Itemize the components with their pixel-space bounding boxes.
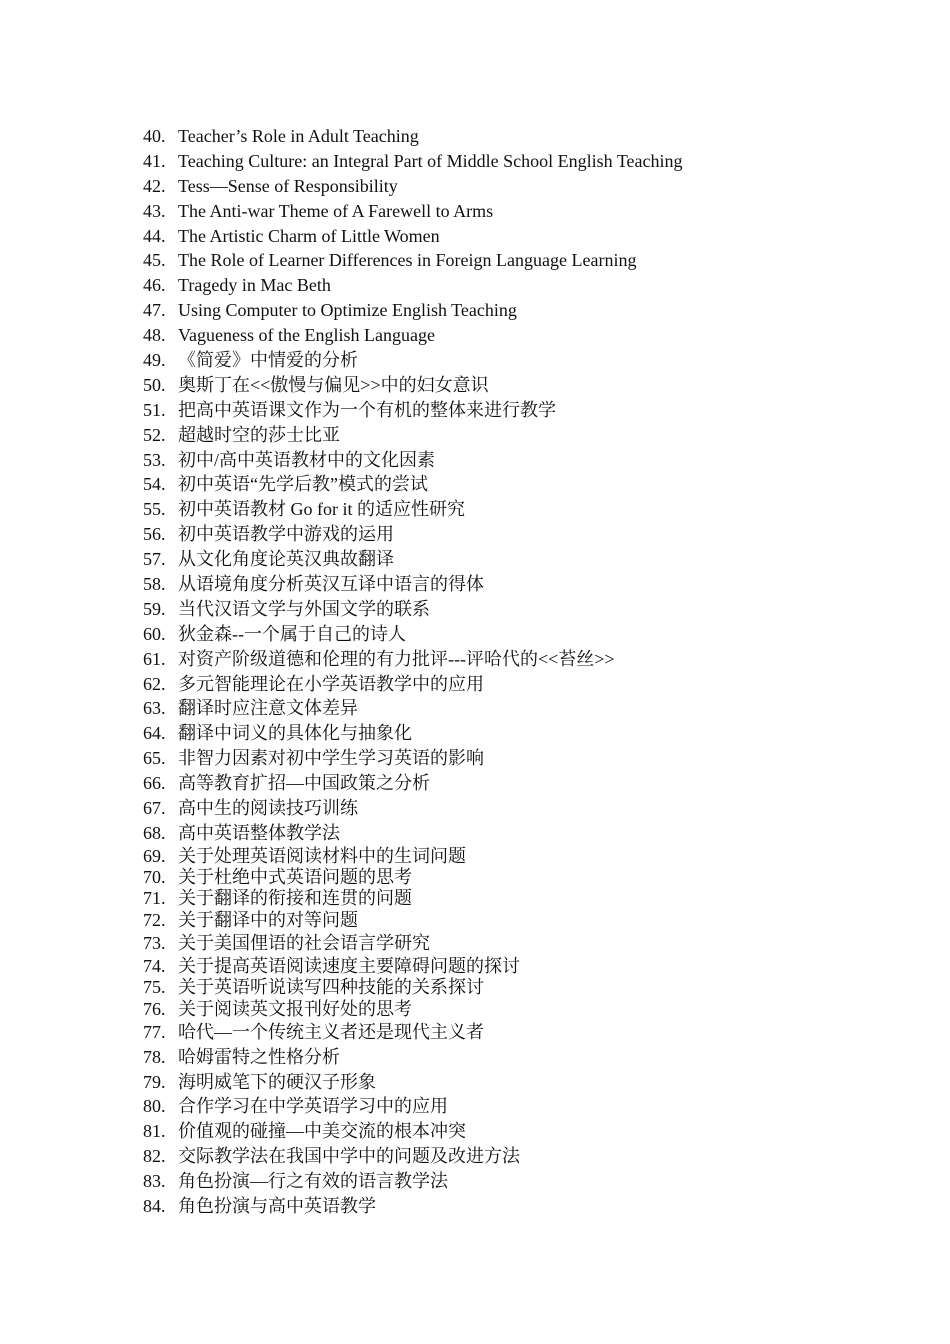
- list-item: [143, 721, 683, 746]
- item-number: 50.: [143, 374, 166, 395]
- item-number: 46.: [143, 275, 166, 296]
- item-title: 海明威笔下的硬汉子形象: [178, 1071, 376, 1092]
- list-item: [143, 1119, 683, 1144]
- list-item: [143, 597, 683, 622]
- item-title: 超越时空的莎士比亚: [178, 424, 340, 445]
- list-item: [143, 298, 683, 323]
- item-number: 72.: [143, 909, 166, 930]
- list-item: [143, 888, 683, 909]
- item-number: 65.: [143, 748, 166, 769]
- item-title: 《简爱》中情爱的分析: [178, 350, 358, 371]
- item-number: 45.: [143, 250, 166, 271]
- list-item: [143, 1094, 683, 1119]
- item-title: 关于杜绝中式英语问题的思考: [178, 867, 412, 888]
- list-item: [143, 867, 683, 888]
- item-number: 51.: [143, 399, 166, 420]
- item-title: 关于提高英语阅读速度主要障碍问题的探讨: [178, 955, 520, 976]
- item-number: 41.: [143, 150, 166, 171]
- list-item: [143, 846, 683, 867]
- item-title: 非智力因素对初中学生学习英语的影响: [178, 748, 484, 769]
- item-number: 71.: [143, 888, 166, 909]
- list-item: [143, 423, 683, 448]
- list-item: [143, 547, 683, 572]
- item-number: 62.: [143, 673, 166, 694]
- list-item: [143, 999, 683, 1020]
- item-number: 77.: [143, 1021, 166, 1042]
- item-number: 43.: [143, 200, 166, 221]
- item-title: 奥斯丁在<<傲慢与偏见>>中的妇女意识: [178, 374, 489, 395]
- item-number: 74.: [143, 955, 166, 976]
- item-number: 48.: [143, 325, 166, 346]
- item-number: 84.: [143, 1196, 166, 1217]
- list-item: [143, 672, 683, 697]
- item-title: 把高中英语课文作为一个有机的整体来进行教学: [178, 399, 556, 420]
- item-title: 关于翻译中的对等问题: [178, 909, 358, 930]
- item-number: 44.: [143, 225, 166, 246]
- item-number: 68.: [143, 822, 166, 843]
- list-item: [143, 956, 683, 977]
- item-title: 角色扮演与高中英语教学: [178, 1196, 376, 1217]
- item-title: 合作学习在中学英语学习中的应用: [178, 1096, 448, 1117]
- list-item: [143, 124, 683, 149]
- item-number: 56.: [143, 524, 166, 545]
- item-title: Teacher’s Role in Adult Teaching: [178, 126, 419, 146]
- item-number: 53.: [143, 449, 166, 470]
- list-item: [143, 910, 683, 931]
- item-number: 67.: [143, 798, 166, 819]
- list-item: [143, 323, 683, 348]
- item-title: Tess—Sense of Responsibility: [178, 175, 398, 196]
- list-item: [143, 273, 683, 298]
- item-title: 哈代—一个传统主义者还是现代主义者: [178, 1021, 484, 1042]
- topic-list: [143, 124, 683, 1219]
- list-item: [143, 373, 683, 398]
- item-number: 81.: [143, 1121, 166, 1142]
- list-item: [143, 771, 683, 796]
- item-title: 初中英语教学中游戏的运用: [178, 524, 394, 545]
- item-title: Vagueness of the English Language: [178, 325, 435, 346]
- item-title: 高等教育扩招—中国政策之分析: [178, 773, 430, 794]
- item-number: 47.: [143, 300, 166, 321]
- list-item: [143, 796, 683, 821]
- list-item: [143, 1045, 683, 1070]
- item-title: 关于英语听说读写四种技能的关系探讨: [178, 977, 484, 998]
- list-item: [143, 1020, 683, 1045]
- item-number: 76.: [143, 998, 166, 1019]
- list-item: [143, 1070, 683, 1095]
- item-title: 对资产阶级道德和伦理的有力批评---评哈代的<<苔丝>>: [178, 648, 615, 669]
- list-item: [143, 821, 683, 846]
- item-number: 73.: [143, 933, 166, 954]
- item-title: 初中英语“先学后教”模式的尝试: [178, 474, 428, 495]
- list-item: [143, 248, 683, 273]
- item-title: 关于阅读英文报刊好处的思考: [178, 998, 412, 1019]
- item-title: 关于翻译的衔接和连贯的问题: [178, 888, 412, 909]
- item-title: 交际教学法在我国中学中的问题及改进方法: [178, 1146, 520, 1167]
- item-number: 40.: [143, 126, 166, 146]
- item-number: 63.: [143, 698, 166, 719]
- item-title: 多元智能理论在小学英语教学中的应用: [178, 673, 484, 694]
- item-title: 初中/高中英语教材中的文化因素: [178, 449, 435, 470]
- list-item: [143, 746, 683, 771]
- item-number: 49.: [143, 350, 166, 371]
- item-number: 57.: [143, 549, 166, 570]
- item-title: 关于处理英语阅读材料中的生词问题: [178, 845, 466, 866]
- item-title: 角色扮演—行之有效的语言教学法: [178, 1171, 448, 1192]
- item-title: 哈姆雷特之性格分析: [178, 1046, 340, 1067]
- item-title: 从文化角度论英汉典故翻译: [178, 549, 394, 570]
- list-item: [143, 348, 683, 373]
- list-item: [143, 522, 683, 547]
- item-title: 高中生的阅读技巧训练: [178, 798, 358, 819]
- item-number: 55.: [143, 499, 166, 520]
- item-number: 59.: [143, 598, 166, 619]
- item-number: 52.: [143, 424, 166, 445]
- item-number: 70.: [143, 867, 166, 888]
- item-number: 54.: [143, 474, 166, 495]
- list-item: [143, 1169, 683, 1194]
- list-item: [143, 149, 683, 174]
- item-title: Using Computer to Optimize English Teaching: [178, 300, 517, 321]
- list-item: [143, 224, 683, 249]
- list-item: [143, 572, 683, 597]
- item-title: 关于美国俚语的社会语言学研究: [178, 933, 430, 954]
- item-title: The Artistic Charm of Little Women: [178, 225, 440, 246]
- item-title: The Role of Learner Differences in Foreign Language Learning: [178, 250, 637, 271]
- item-title: Teaching Culture: an Integral Part of Middle School English Teaching: [178, 150, 683, 171]
- item-number: 60.: [143, 623, 166, 644]
- list-item: [143, 472, 683, 497]
- item-number: 80.: [143, 1096, 166, 1117]
- list-item: [143, 497, 683, 522]
- item-number: 82.: [143, 1146, 166, 1167]
- item-number: 83.: [143, 1171, 166, 1192]
- list-item: [143, 448, 683, 473]
- list-item: [143, 199, 683, 224]
- item-title: 翻译时应注意文体差异: [178, 698, 358, 719]
- item-number: 58.: [143, 574, 166, 595]
- list-item: [143, 174, 683, 199]
- item-number: 42.: [143, 175, 166, 196]
- list-item: [143, 398, 683, 423]
- item-number: 79.: [143, 1071, 166, 1092]
- item-title: 初中英语教材 Go for it 的适应性研究: [178, 499, 465, 520]
- item-title: 从语境角度分析英汉互译中语言的得体: [178, 574, 484, 595]
- item-number: 66.: [143, 773, 166, 794]
- list-item: [143, 696, 683, 721]
- item-title: The Anti-war Theme of A Farewell to Arms: [178, 200, 494, 221]
- item-title: 高中英语整体教学法: [178, 822, 340, 843]
- item-number: 75.: [143, 977, 166, 998]
- list-item: [143, 931, 683, 956]
- item-title: 价值观的碰撞—中美交流的根本冲突: [178, 1121, 466, 1142]
- list-item: [143, 1194, 683, 1219]
- item-number: 78.: [143, 1046, 166, 1067]
- item-title: 当代汉语文学与外国文学的联系: [178, 598, 430, 619]
- list-item: [143, 647, 683, 672]
- item-title: Tragedy in Mac Beth: [178, 275, 331, 296]
- item-number: 61.: [143, 648, 166, 669]
- list-item: [143, 977, 683, 998]
- item-title: 狄金森--一个属于自己的诗人: [178, 623, 406, 644]
- list-item: [143, 622, 683, 647]
- item-title: 翻译中词义的具体化与抽象化: [178, 723, 412, 744]
- list-item: [143, 1144, 683, 1169]
- item-number: 69.: [143, 845, 166, 866]
- item-number: 64.: [143, 723, 166, 744]
